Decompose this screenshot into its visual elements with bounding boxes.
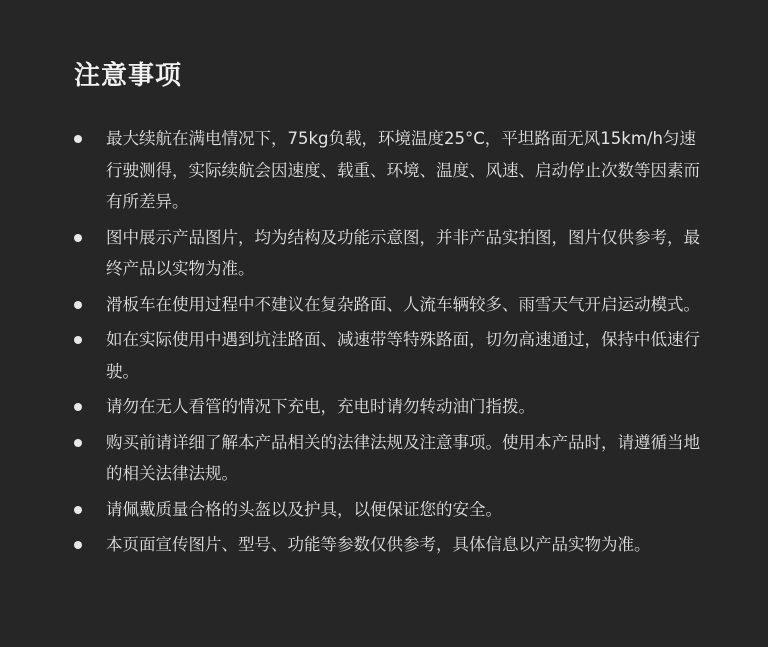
list-item (74, 222, 702, 285)
note-text: 最大续航在满电情况下，75kg负载，环境温度25°C，平坦路面无风15km/h匀速行驶测得，实际续航会因速度、载重、环境、温度、风速、启动停止次数等因素而有所差异。 (106, 129, 700, 211)
bullet-icon (74, 541, 82, 549)
bullet-icon (74, 403, 82, 411)
note-text: 请佩戴质量合格的头盔以及护具，以便保证您的安全。 (106, 499, 502, 519)
bullet-icon (74, 439, 82, 447)
note-text: 本页面宣传图片、型号、功能等参数仅供参考，具体信息以产品实物为准。 (106, 535, 651, 554)
note-text: 购买前请详细了解本产品相关的法律法规及注意事项。使用本产品时，请遵循当地的相关法律法规。 (106, 432, 700, 483)
note-text: 如在实际使用中遇到坑洼路面、减速带等特殊路面，切勿高速通过，保持中低速行驶。 (106, 330, 700, 381)
list-item (74, 494, 702, 526)
bullet-icon (74, 506, 82, 514)
list-item (74, 123, 702, 218)
bullet-icon (74, 234, 82, 242)
notes-list (74, 123, 702, 561)
note-text: 请勿在无人看管的情况下充电，充电时请勿转动油门指拨。 (106, 397, 535, 416)
list-item (74, 324, 702, 387)
note-text: 图中展示产品图片，均为结构及功能示意图，并非产品实拍图，图片仅供参考，最终产品以实物为准。 (106, 227, 700, 278)
bullet-icon (74, 135, 82, 143)
list-item (74, 427, 702, 490)
list-item (74, 391, 702, 423)
bullet-icon (74, 301, 82, 309)
list-item (74, 289, 702, 321)
note-text: 滑板车在使用过程中不建议在复杂路面、人流车辆较多、雨雪天气开启运动模式。 (106, 294, 700, 314)
bullet-icon (74, 336, 82, 344)
page-title: 注意事项 (74, 61, 183, 91)
list-item (74, 529, 702, 561)
